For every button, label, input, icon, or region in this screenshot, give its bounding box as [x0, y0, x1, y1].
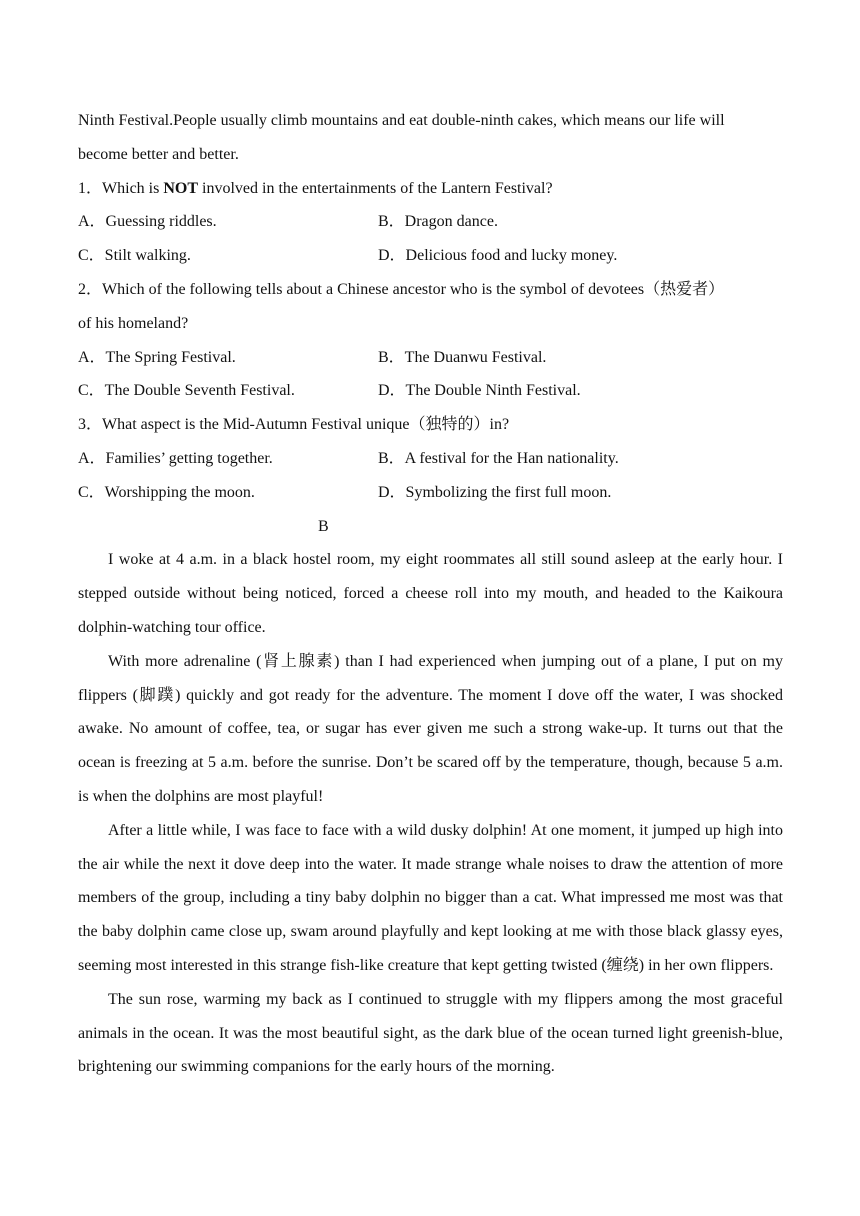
question-2-options-row-2 [78, 374, 783, 408]
document-page [78, 104, 783, 1084]
intro-line-2: become better and better. [78, 145, 239, 163]
question-2-number: 2． [78, 280, 103, 298]
passage-paragraph-2: With more adrenaline (肾上腺素) than I had experienced when jumping out of a plane, I put on my flippers (脚蹼) quickly and got ready for the adventure. The moment I dove off the water, I was shocked awake. No amount of coffee, tea, or sugar has ever given me such a strong wake-up. It turns out that the ocean is freezing at 5 a.m. before the sunrise. Don’t be scared off by the temperature, though, because 5 a.m. is when the dolphins are most playful! [78, 652, 783, 805]
question-1-text-post: involved in the entertainments of the Lantern Festival? [198, 179, 553, 197]
question-2-option-b: B．The Duanwu Festival. [378, 348, 547, 366]
question-2-option-a: A．The Spring Festival. [78, 348, 236, 366]
question-1-option-a: A．Guessing riddles. [78, 213, 217, 231]
passage-paragraph-3: After a little while, I was face to face with a wild dusky dolphin! At one moment, it jumped up high into the air while the next it dove deep into the water. It made strange whale noises to draw the attention of more members of the group, including a tiny baby dolphin no bigger than a cat. What impressed me most was that the baby dolphin came close up, swam around playfully and kept looking at me with those black glassy eyes, seeming most interested in this strange fish-like creature that kept getting twisted (缠绕) in her own flippers. [78, 821, 783, 974]
question-2-line-2: of his homeland? [78, 314, 189, 332]
passage-paragraph-1: I woke at 4 a.m. in a black hostel room, my eight roommates all still sound asleep at the early hour. I stepped outside without being noticed, forced a cheese roll into my mouth, and headed to the Kaikoura dolphin-watching tour office. [78, 551, 783, 636]
question-1-emphasis: NOT [163, 179, 199, 197]
question-3-option-d: D．Symbolizing the first full moon. [378, 483, 612, 501]
question-2-line-1 [78, 273, 783, 307]
question-3-option-b: B．A festival for the Han nationality. [378, 449, 619, 467]
question-2-options-row-1 [78, 341, 783, 375]
question-3-option-c: C．Worshipping the moon. [78, 483, 255, 501]
question-2-text-1: Which of the following tells about a Chinese ancestor who is the symbol of devotees（热爱者） [102, 280, 725, 298]
question-1-number: 1． [78, 179, 103, 197]
question-1-options-row-1 [78, 205, 783, 239]
question-1-option-d: D．Delicious food and lucky money. [378, 247, 618, 265]
section-heading-b: B [318, 517, 329, 535]
question-1-option-c: C．Stilt walking. [78, 247, 191, 265]
question-2-option-c: C．The Double Seventh Festival. [78, 382, 295, 400]
intro-line-1: Ninth Festival.People usually climb mountains and eat double-ninth cakes, which means our life will [78, 112, 725, 129]
question-3-options-row-1 [78, 442, 783, 476]
question-3 [78, 408, 783, 442]
question-1-option-b: B．Dragon dance. [378, 213, 498, 231]
question-3-options-row-2 [78, 476, 783, 510]
question-3-option-a: A．Families’ getting together. [78, 449, 273, 467]
question-3-text: What aspect is the Mid-Autumn Festival unique（独特的）in? [102, 416, 510, 434]
question-2-option-d: D．The Double Ninth Festival. [378, 382, 581, 400]
passage-paragraph-4: The sun rose, warming my back as I continued to struggle with my flippers among the most graceful animals in the ocean. It was the most beautiful sight, as the dark blue of the ocean turned light greenish-blue, brightening our swimming companions for the early hours of the morning. [78, 990, 783, 1076]
question-3-number: 3． [78, 416, 103, 434]
question-1 [78, 172, 783, 206]
question-1-options-row-2 [78, 239, 783, 273]
question-1-text-pre: Which is [102, 179, 164, 197]
